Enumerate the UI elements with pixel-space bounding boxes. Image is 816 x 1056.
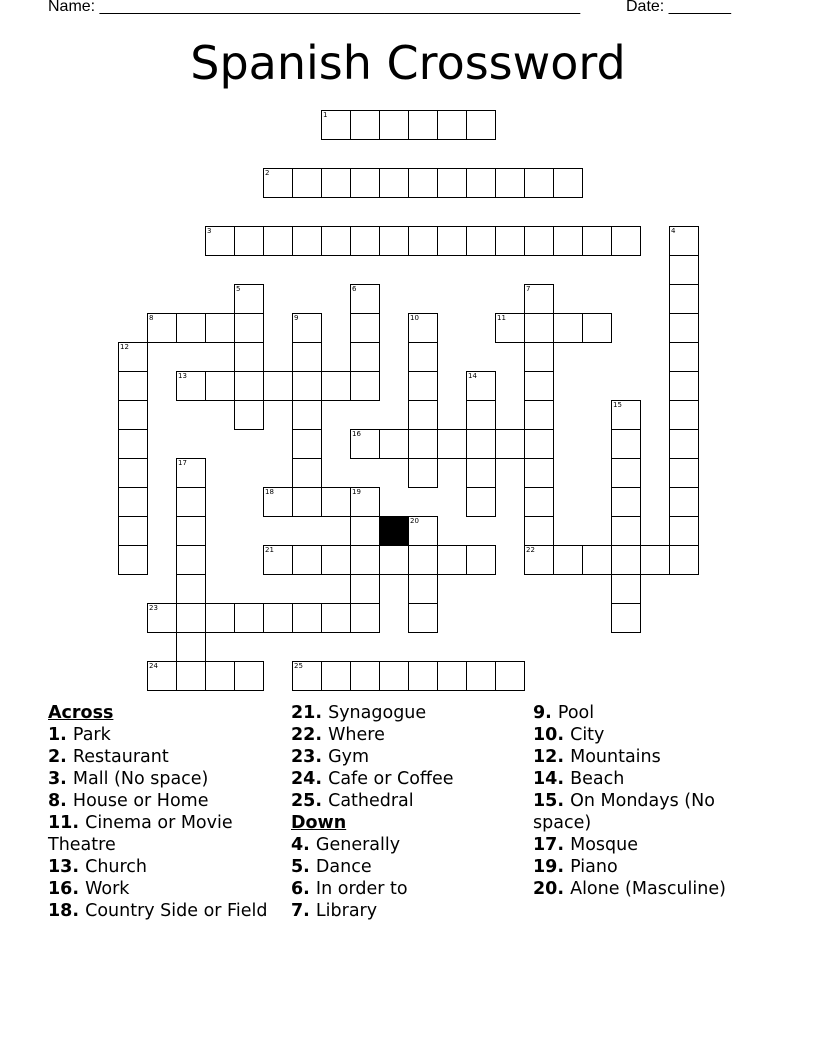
- clue-number: 2: [265, 169, 270, 177]
- clue-number-label: 6.: [291, 879, 316, 899]
- clue-item: [291, 790, 531, 812]
- clue-number: 4: [671, 227, 676, 235]
- clue-number-label: 14.: [533, 769, 571, 789]
- grid-cell[interactable]: [524, 429, 554, 459]
- clue-number-label: 21.: [291, 703, 329, 723]
- grid-cell[interactable]: [118, 342, 148, 372]
- clue-number: 12: [120, 343, 129, 351]
- grid-cell[interactable]: [263, 487, 293, 517]
- grid-cell[interactable]: [524, 400, 554, 430]
- grid-cell[interactable]: [118, 516, 148, 546]
- clue-text: Church: [85, 857, 148, 877]
- grid-cell[interactable]: [379, 226, 409, 256]
- grid-cell[interactable]: [611, 226, 641, 256]
- down-heading: Down: [291, 813, 347, 833]
- clue-number-label: 22.: [291, 725, 329, 745]
- grid-cell[interactable]: [495, 168, 525, 198]
- clue-item: [291, 768, 531, 790]
- clue-text: Cinema or Movie Theatre: [48, 813, 233, 855]
- clue-number: 6: [352, 285, 357, 293]
- clue-text: On Mondays (No space): [533, 791, 715, 833]
- grid-cell[interactable]: [408, 574, 438, 604]
- clue-item: [291, 878, 531, 900]
- grid-cell[interactable]: [176, 574, 206, 604]
- grid-cell[interactable]: [582, 313, 612, 343]
- clue-number-label: 20.: [533, 879, 571, 899]
- clue-item: [533, 746, 763, 768]
- clue-item: [533, 878, 763, 900]
- grid-cell[interactable]: [234, 342, 264, 372]
- clue-item: [533, 702, 763, 724]
- clue-text: Gym: [328, 747, 370, 767]
- clue-number-label: 25.: [291, 791, 329, 811]
- grid-cell[interactable]: [321, 487, 351, 517]
- black-square: [379, 516, 409, 546]
- clue-item: [533, 724, 763, 746]
- grid-cell[interactable]: [292, 429, 322, 459]
- grid-cell[interactable]: [408, 429, 438, 459]
- grid-cell[interactable]: [408, 603, 438, 633]
- grid-cell[interactable]: [263, 226, 293, 256]
- clue-text: Generally: [315, 835, 401, 855]
- grid-cell[interactable]: [669, 429, 699, 459]
- grid-cell[interactable]: [524, 284, 554, 314]
- grid-cell[interactable]: [118, 429, 148, 459]
- grid-cell[interactable]: [176, 632, 206, 662]
- grid-cell[interactable]: [147, 603, 177, 633]
- grid-cell[interactable]: [350, 574, 380, 604]
- grid-cell[interactable]: [669, 487, 699, 517]
- clue-item: [291, 702, 531, 724]
- grid-cell[interactable]: [524, 487, 554, 517]
- date-field-label: Date: _______: [626, 0, 731, 15]
- grid-cell[interactable]: [582, 545, 612, 575]
- clue-number-label: 2.: [48, 747, 73, 767]
- grid-cell[interactable]: [292, 168, 322, 198]
- clue-text: Cathedral: [328, 791, 414, 811]
- grid-cell[interactable]: [466, 545, 496, 575]
- clue-number-label: 8.: [48, 791, 73, 811]
- grid-cell[interactable]: [118, 545, 148, 575]
- grid-cell[interactable]: [176, 661, 206, 691]
- clue-number: 9: [294, 314, 299, 322]
- grid-cell[interactable]: [350, 487, 380, 517]
- clue-number: 15: [613, 401, 622, 409]
- grid-cell[interactable]: [669, 284, 699, 314]
- grid-cell[interactable]: [292, 400, 322, 430]
- clue-item: [291, 856, 531, 878]
- clue-text: Alone (Masculine): [570, 879, 726, 899]
- grid-cell[interactable]: [437, 661, 467, 691]
- clue-number: 21: [265, 546, 274, 554]
- clue-number: 10: [410, 314, 419, 322]
- clue-text: Library: [315, 901, 378, 921]
- grid-cell[interactable]: [466, 487, 496, 517]
- grid-cell[interactable]: [176, 487, 206, 517]
- grid-cell[interactable]: [524, 226, 554, 256]
- grid-cell[interactable]: [524, 371, 554, 401]
- grid-cell[interactable]: [408, 458, 438, 488]
- grid-cell[interactable]: [292, 458, 322, 488]
- page-title: Spanish Crossword: [190, 36, 626, 90]
- grid-cell[interactable]: [669, 545, 699, 575]
- clue-text: Park: [72, 725, 111, 745]
- grid-cell[interactable]: [147, 661, 177, 691]
- grid-cell[interactable]: [611, 516, 641, 546]
- grid-cell[interactable]: [379, 110, 409, 140]
- grid-cell[interactable]: [205, 313, 235, 343]
- clue-number-label: 13.: [48, 857, 86, 877]
- grid-cell[interactable]: [669, 371, 699, 401]
- grid-cell[interactable]: [321, 371, 351, 401]
- grid-cell[interactable]: [669, 400, 699, 430]
- grid-cell[interactable]: [292, 661, 322, 691]
- grid-cell[interactable]: [524, 313, 554, 343]
- clue-number-label: 24.: [291, 769, 329, 789]
- grid-cell[interactable]: [466, 226, 496, 256]
- grid-cell[interactable]: [408, 545, 438, 575]
- grid-cell[interactable]: [176, 313, 206, 343]
- grid-cell[interactable]: [263, 371, 293, 401]
- grid-cell[interactable]: [350, 168, 380, 198]
- clue-text: Cafe or Coffee: [328, 769, 454, 789]
- grid-cell[interactable]: [292, 313, 322, 343]
- clue-number: 1: [323, 111, 328, 119]
- grid-cell[interactable]: [118, 458, 148, 488]
- grid-cell[interactable]: [350, 313, 380, 343]
- grid-cell[interactable]: [176, 545, 206, 575]
- grid-cell[interactable]: [205, 603, 235, 633]
- grid-cell[interactable]: [669, 313, 699, 343]
- grid-cell[interactable]: [176, 603, 206, 633]
- clue-item: [48, 812, 288, 856]
- grid-cell[interactable]: [350, 284, 380, 314]
- grid-cell[interactable]: [611, 545, 641, 575]
- grid-cell[interactable]: [321, 110, 351, 140]
- grid-cell[interactable]: [379, 545, 409, 575]
- clue-number-label: 18.: [48, 901, 86, 921]
- clue-number: 20: [410, 517, 419, 525]
- grid-cell[interactable]: [669, 255, 699, 285]
- grid-cell[interactable]: [408, 342, 438, 372]
- clue-text: Country Side or Field: [85, 901, 268, 921]
- grid-cell[interactable]: [495, 661, 525, 691]
- grid-cell[interactable]: [466, 429, 496, 459]
- clue-text: Dance: [315, 857, 372, 877]
- clue-number: 24: [149, 662, 158, 670]
- grid-cell[interactable]: [495, 226, 525, 256]
- clue-item: [48, 768, 288, 790]
- clue-item: [48, 856, 288, 878]
- grid-cell[interactable]: [321, 168, 351, 198]
- grid-cell[interactable]: [408, 371, 438, 401]
- grid-cell[interactable]: [321, 545, 351, 575]
- clue-column-1: [48, 702, 288, 922]
- clue-number-label: 1.: [48, 725, 73, 745]
- clue-number-label: 3.: [48, 769, 73, 789]
- grid-cell[interactable]: [350, 516, 380, 546]
- clue-column-2: [291, 702, 531, 922]
- clue-item: [48, 900, 288, 922]
- grid-cell[interactable]: [466, 371, 496, 401]
- clue-text: Mosque: [570, 835, 638, 855]
- clue-text: Beach: [570, 769, 625, 789]
- clue-number: 7: [526, 285, 531, 293]
- grid-cell[interactable]: [466, 110, 496, 140]
- grid-cell[interactable]: [466, 458, 496, 488]
- clue-number: 23: [149, 604, 158, 612]
- clue-number: 17: [178, 459, 187, 467]
- clue-number: 11: [497, 314, 506, 322]
- clue-number: 19: [352, 488, 361, 496]
- clue-number-label: 9.: [533, 703, 558, 723]
- grid-cell[interactable]: [234, 226, 264, 256]
- clue-item: [291, 724, 531, 746]
- grid-cell[interactable]: [437, 545, 467, 575]
- grid-cell[interactable]: [524, 342, 554, 372]
- grid-cell[interactable]: [379, 661, 409, 691]
- grid-cell[interactable]: [205, 371, 235, 401]
- grid-cell[interactable]: [408, 168, 438, 198]
- clue-number: 8: [149, 314, 154, 322]
- grid-cell[interactable]: [495, 429, 525, 459]
- grid-cell[interactable]: [292, 226, 322, 256]
- grid-cell[interactable]: [611, 574, 641, 604]
- grid-cell[interactable]: [292, 342, 322, 372]
- grid-cell[interactable]: [234, 284, 264, 314]
- clue-item: [291, 834, 531, 856]
- clue-text: Mall (No space): [72, 769, 209, 789]
- clue-item: [291, 746, 531, 768]
- clue-number-label: 5.: [291, 857, 316, 877]
- grid-cell[interactable]: [350, 545, 380, 575]
- grid-cell[interactable]: [437, 226, 467, 256]
- clue-number-label: 23.: [291, 747, 329, 767]
- clue-number-label: 11.: [48, 813, 86, 833]
- clue-item: [533, 856, 763, 878]
- clue-text: Pool: [557, 703, 595, 723]
- clue-text: House or Home: [72, 791, 209, 811]
- grid-cell[interactable]: [524, 516, 554, 546]
- grid-cell[interactable]: [321, 661, 351, 691]
- clue-text: City: [570, 725, 605, 745]
- clue-text: Synagogue: [328, 703, 427, 723]
- clue-text: Work: [85, 879, 130, 899]
- grid-cell[interactable]: [524, 168, 554, 198]
- grid-cell[interactable]: [524, 545, 554, 575]
- grid-cell[interactable]: [176, 516, 206, 546]
- grid-cell[interactable]: [466, 661, 496, 691]
- grid-cell[interactable]: [408, 516, 438, 546]
- grid-cell[interactable]: [292, 603, 322, 633]
- grid-cell[interactable]: [379, 429, 409, 459]
- grid-cell[interactable]: [611, 400, 641, 430]
- grid-cell[interactable]: [176, 371, 206, 401]
- grid-cell[interactable]: [118, 400, 148, 430]
- grid-cell[interactable]: [234, 313, 264, 343]
- grid-cell[interactable]: [611, 429, 641, 459]
- grid-cell[interactable]: [205, 661, 235, 691]
- grid-cell[interactable]: [321, 226, 351, 256]
- grid-cell[interactable]: [553, 168, 583, 198]
- grid-cell[interactable]: [640, 545, 670, 575]
- grid-cell[interactable]: [350, 429, 380, 459]
- grid-cell[interactable]: [292, 371, 322, 401]
- clue-item: [533, 768, 763, 790]
- clue-number: 5: [236, 285, 241, 293]
- grid-cell[interactable]: [408, 226, 438, 256]
- clue-number-label: 12.: [533, 747, 571, 767]
- grid-cell[interactable]: [350, 342, 380, 372]
- grid-cell[interactable]: [234, 371, 264, 401]
- grid-cell[interactable]: [408, 110, 438, 140]
- clue-item: [48, 878, 288, 900]
- clue-number: 18: [265, 488, 274, 496]
- grid-cell[interactable]: [408, 313, 438, 343]
- grid-cell[interactable]: [524, 458, 554, 488]
- clue-item: [48, 746, 288, 768]
- grid-cell[interactable]: [669, 516, 699, 546]
- grid-cell[interactable]: [350, 603, 380, 633]
- grid-cell[interactable]: [176, 458, 206, 488]
- grid-cell[interactable]: [611, 487, 641, 517]
- grid-cell[interactable]: [234, 661, 264, 691]
- grid-cell[interactable]: [408, 661, 438, 691]
- grid-cell[interactable]: [350, 371, 380, 401]
- grid-cell[interactable]: [553, 226, 583, 256]
- grid-cell[interactable]: [495, 313, 525, 343]
- grid-cell[interactable]: [292, 487, 322, 517]
- grid-cell[interactable]: [118, 371, 148, 401]
- grid-cell[interactable]: [669, 458, 699, 488]
- grid-cell[interactable]: [205, 226, 235, 256]
- clue-number: 25: [294, 662, 303, 670]
- across-heading: Across: [48, 703, 114, 723]
- grid-cell[interactable]: [263, 545, 293, 575]
- clue-number-label: 10.: [533, 725, 571, 745]
- clue-column-3: [533, 702, 763, 900]
- clue-number: 22: [526, 546, 535, 554]
- clue-text: Where: [328, 725, 385, 745]
- grid-cell[interactable]: [437, 168, 467, 198]
- grid-cell[interactable]: [147, 313, 177, 343]
- clue-number-label: 15.: [533, 791, 571, 811]
- clue-item: [48, 790, 288, 812]
- grid-cell[interactable]: [350, 226, 380, 256]
- grid-cell[interactable]: [408, 400, 438, 430]
- clue-text: Mountains: [570, 747, 661, 767]
- grid-cell[interactable]: [553, 545, 583, 575]
- clue-item: [48, 724, 288, 746]
- clue-number-label: 4.: [291, 835, 316, 855]
- clue-number-label: 16.: [48, 879, 86, 899]
- grid-cell[interactable]: [582, 226, 612, 256]
- grid-cell[interactable]: [234, 400, 264, 430]
- clue-text: Piano: [570, 857, 618, 877]
- clue-number-label: 7.: [291, 901, 316, 921]
- clue-item: [533, 790, 763, 834]
- clue-number-label: 19.: [533, 857, 571, 877]
- grid-cell[interactable]: [379, 168, 409, 198]
- grid-cell[interactable]: [263, 168, 293, 198]
- grid-cell[interactable]: [321, 603, 351, 633]
- grid-cell[interactable]: [466, 400, 496, 430]
- grid-cell[interactable]: [669, 226, 699, 256]
- grid-cell[interactable]: [437, 110, 467, 140]
- grid-cell[interactable]: [669, 342, 699, 372]
- grid-cell[interactable]: [234, 603, 264, 633]
- grid-cell[interactable]: [350, 661, 380, 691]
- grid-cell[interactable]: [292, 545, 322, 575]
- grid-cell[interactable]: [611, 458, 641, 488]
- grid-cell[interactable]: [466, 168, 496, 198]
- clue-item: [291, 900, 531, 922]
- name-field-label: Name: ______________________________________________________: [48, 0, 581, 15]
- grid-cell[interactable]: [263, 603, 293, 633]
- clue-item: [533, 834, 763, 856]
- grid-cell[interactable]: [350, 110, 380, 140]
- clue-text: Restaurant: [72, 747, 169, 767]
- grid-cell[interactable]: [553, 313, 583, 343]
- grid-cell[interactable]: [611, 603, 641, 633]
- clue-number-label: 17.: [533, 835, 571, 855]
- grid-cell[interactable]: [118, 487, 148, 517]
- clue-text: In order to: [315, 879, 408, 899]
- clue-number: 16: [352, 430, 361, 438]
- clue-number: 3: [207, 227, 212, 235]
- clue-number: 13: [178, 372, 187, 380]
- grid-cell[interactable]: [437, 429, 467, 459]
- clue-number: 14: [468, 372, 477, 380]
